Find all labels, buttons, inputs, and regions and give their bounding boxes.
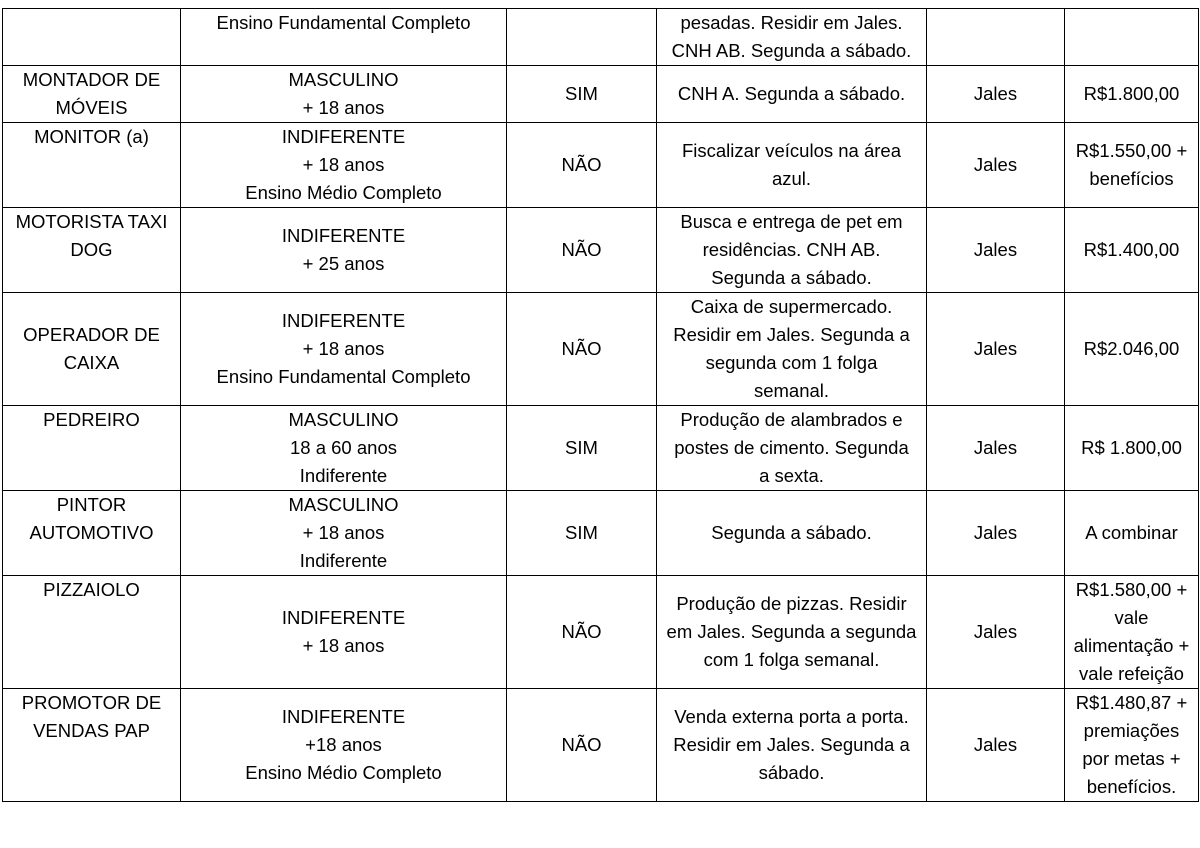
salary-line: A combinar <box>1085 522 1178 543</box>
salary-line: R$1.400,00 <box>1083 239 1180 260</box>
requirements-line: Ensino Fundamental Completo <box>216 366 471 387</box>
occupation-line: CAIXA <box>63 352 120 373</box>
occupation-line: MONITOR (a) <box>34 126 149 147</box>
salary-cell <box>1065 293 1199 406</box>
occupation-cell <box>3 9 181 66</box>
city-text: Jales <box>973 621 1018 642</box>
description-line: Busca e entrega de pet em <box>680 211 903 232</box>
requirements-line: MASCULINO <box>288 494 399 515</box>
description-line: a sexta. <box>759 465 824 486</box>
city-cell <box>927 293 1065 406</box>
salary-line: R$2.046,00 <box>1083 338 1180 359</box>
occupation-cell <box>3 491 181 576</box>
description-cell <box>657 293 927 406</box>
requirements-line: INDIFERENTE <box>281 706 406 727</box>
city-text: Jales <box>973 437 1018 458</box>
city-cell <box>927 9 1065 66</box>
experience-text: SIM <box>565 522 598 543</box>
requirements-cell <box>181 293 507 406</box>
requirements-line: INDIFERENTE <box>281 126 406 147</box>
description-line: azul. <box>771 168 812 189</box>
requirements-line: + 18 anos <box>302 154 385 175</box>
table-row <box>3 491 1199 576</box>
occupation-cell <box>3 66 181 123</box>
occupation-cell <box>3 293 181 406</box>
occupation-line: PEDREIRO <box>43 409 140 430</box>
requirements-cell <box>181 123 507 208</box>
salary-line: R$1.480,87 + <box>1075 692 1188 713</box>
salary-cell <box>1065 123 1199 208</box>
city-cell <box>927 491 1065 576</box>
requirements-line: 18 a 60 anos <box>290 437 397 458</box>
table-row <box>3 293 1199 406</box>
city-text: Jales <box>973 734 1018 755</box>
experience-cell <box>507 406 657 491</box>
description-cell <box>657 576 927 689</box>
table-row <box>3 576 1199 689</box>
occupation-line: PROMOTOR DE <box>21 692 162 713</box>
requirements-cell <box>181 491 507 576</box>
salary-cell <box>1065 9 1199 66</box>
requirements-cell <box>181 689 507 802</box>
description-line: pesadas. Residir em Jales. <box>680 12 903 33</box>
requirements-line: Indiferente <box>299 465 388 486</box>
requirements-cell <box>181 9 507 66</box>
description-line: Produção de pizzas. Residir <box>676 593 907 614</box>
description-line: CNH A. Segunda a sábado. <box>677 83 906 104</box>
description-line: residências. CNH AB. <box>702 239 881 260</box>
requirements-line: Indiferente <box>299 550 388 571</box>
salary-line: benefícios <box>1089 168 1174 189</box>
city-cell <box>927 406 1065 491</box>
description-cell <box>657 208 927 293</box>
occupation-line: MONTADOR DE <box>22 69 161 90</box>
experience-text: SIM <box>565 83 598 104</box>
experience-cell <box>507 491 657 576</box>
description-line: postes de cimento. Segunda <box>674 437 909 458</box>
city-cell <box>927 689 1065 802</box>
occupation-line: OPERADOR DE <box>23 324 160 345</box>
salary-line: por metas + <box>1082 748 1181 769</box>
requirements-line: + 18 anos <box>302 97 385 118</box>
salary-line: vale <box>1114 607 1149 628</box>
description-cell <box>657 9 927 66</box>
description-line: Produção de alambrados e <box>680 409 903 430</box>
table-row <box>3 9 1199 66</box>
occupation-line: PIZZAIOLO <box>43 579 140 600</box>
requirements-line: Ensino Médio Completo <box>245 182 442 203</box>
city-text: Jales <box>973 239 1018 260</box>
salary-cell <box>1065 491 1199 576</box>
occupation-line: MOTORISTA TAXI <box>15 211 168 232</box>
salary-cell <box>1065 66 1199 123</box>
occupation-cell <box>3 406 181 491</box>
description-line: Residir em Jales. Segunda a <box>673 324 910 345</box>
description-line: CNH AB. Segunda a sábado. <box>671 40 912 61</box>
description-line: semanal. <box>753 380 830 401</box>
requirements-cell <box>181 208 507 293</box>
description-line: Venda externa porta a porta. <box>674 706 909 727</box>
requirements-cell <box>181 66 507 123</box>
salary-line: R$ 1.800,00 <box>1081 437 1182 458</box>
table-body <box>3 9 1199 802</box>
salary-line: premiações <box>1083 720 1180 741</box>
city-cell <box>927 66 1065 123</box>
experience-cell <box>507 293 657 406</box>
requirements-cell <box>181 576 507 689</box>
experience-cell <box>507 66 657 123</box>
requirements-line: INDIFERENTE <box>281 225 406 246</box>
city-text: Jales <box>973 522 1018 543</box>
occupation-cell <box>3 208 181 293</box>
table-row <box>3 208 1199 293</box>
salary-line: benefícios. <box>1086 776 1177 797</box>
experience-cell <box>507 9 657 66</box>
requirements-line: Ensino Médio Completo <box>245 762 442 783</box>
city-cell <box>927 123 1065 208</box>
requirements-line: + 18 anos <box>302 522 385 543</box>
experience-text: NÃO <box>561 239 602 260</box>
occupation-line: MÓVEIS <box>55 97 128 118</box>
description-line: sábado. <box>758 762 825 783</box>
occupation-cell <box>3 689 181 802</box>
city-text: Jales <box>973 154 1018 175</box>
description-line: segunda com 1 folga <box>705 352 878 373</box>
salary-cell <box>1065 576 1199 689</box>
experience-text: NÃO <box>561 734 602 755</box>
experience-text: NÃO <box>561 338 602 359</box>
description-line: em Jales. Segunda a segunda <box>666 621 917 642</box>
requirements-line: MASCULINO <box>288 409 399 430</box>
occupation-line: AUTOMOTIVO <box>29 522 154 543</box>
salary-line: R$1.550,00 + <box>1075 140 1188 161</box>
salary-line: R$1.800,00 <box>1083 83 1180 104</box>
table-row <box>3 406 1199 491</box>
requirements-line: +18 anos <box>305 734 382 755</box>
requirements-line: INDIFERENTE <box>281 310 406 331</box>
occupation-line: DOG <box>70 239 113 260</box>
requirements-line: INDIFERENTE <box>281 607 406 628</box>
table-row <box>3 123 1199 208</box>
description-line: com 1 folga semanal. <box>703 649 880 670</box>
experience-cell <box>507 576 657 689</box>
description-line: Segunda a sábado. <box>711 267 872 288</box>
requirements-line: MASCULINO <box>288 69 399 90</box>
city-text: Jales <box>973 83 1018 104</box>
experience-text: NÃO <box>561 621 602 642</box>
requirements-cell <box>181 406 507 491</box>
occupation-line: VENDAS PAP <box>33 720 150 741</box>
occupation-cell <box>3 576 181 689</box>
salary-cell <box>1065 689 1199 802</box>
experience-text: NÃO <box>561 154 602 175</box>
description-line: Caixa de supermercado. <box>690 296 893 317</box>
requirements-line: + 18 anos <box>302 635 385 656</box>
city-cell <box>927 576 1065 689</box>
occupation-line: PINTOR <box>56 494 127 515</box>
description-line: Residir em Jales. Segunda a <box>673 734 910 755</box>
experience-cell <box>507 123 657 208</box>
experience-text: SIM <box>565 437 598 458</box>
occupation-cell <box>3 123 181 208</box>
description-cell <box>657 689 927 802</box>
table-row <box>3 66 1199 123</box>
requirements-line: Ensino Fundamental Completo <box>216 12 471 33</box>
salary-line: alimentação + <box>1073 635 1190 656</box>
experience-cell <box>507 689 657 802</box>
description-cell <box>657 66 927 123</box>
description-line: Fiscalizar veículos na área <box>681 140 901 161</box>
salary-cell <box>1065 406 1199 491</box>
job-listings-table <box>2 8 1199 802</box>
description-cell <box>657 406 927 491</box>
salary-line: vale refeição <box>1079 663 1184 684</box>
description-cell <box>657 491 927 576</box>
city-cell <box>927 208 1065 293</box>
city-text: Jales <box>973 338 1018 359</box>
requirements-line: + 25 anos <box>302 253 385 274</box>
salary-cell <box>1065 208 1199 293</box>
description-cell <box>657 123 927 208</box>
table-row <box>3 689 1199 802</box>
requirements-line: + 18 anos <box>302 338 385 359</box>
description-line: Segunda a sábado. <box>711 522 872 543</box>
salary-line: R$1.580,00 + <box>1075 579 1188 600</box>
experience-cell <box>507 208 657 293</box>
